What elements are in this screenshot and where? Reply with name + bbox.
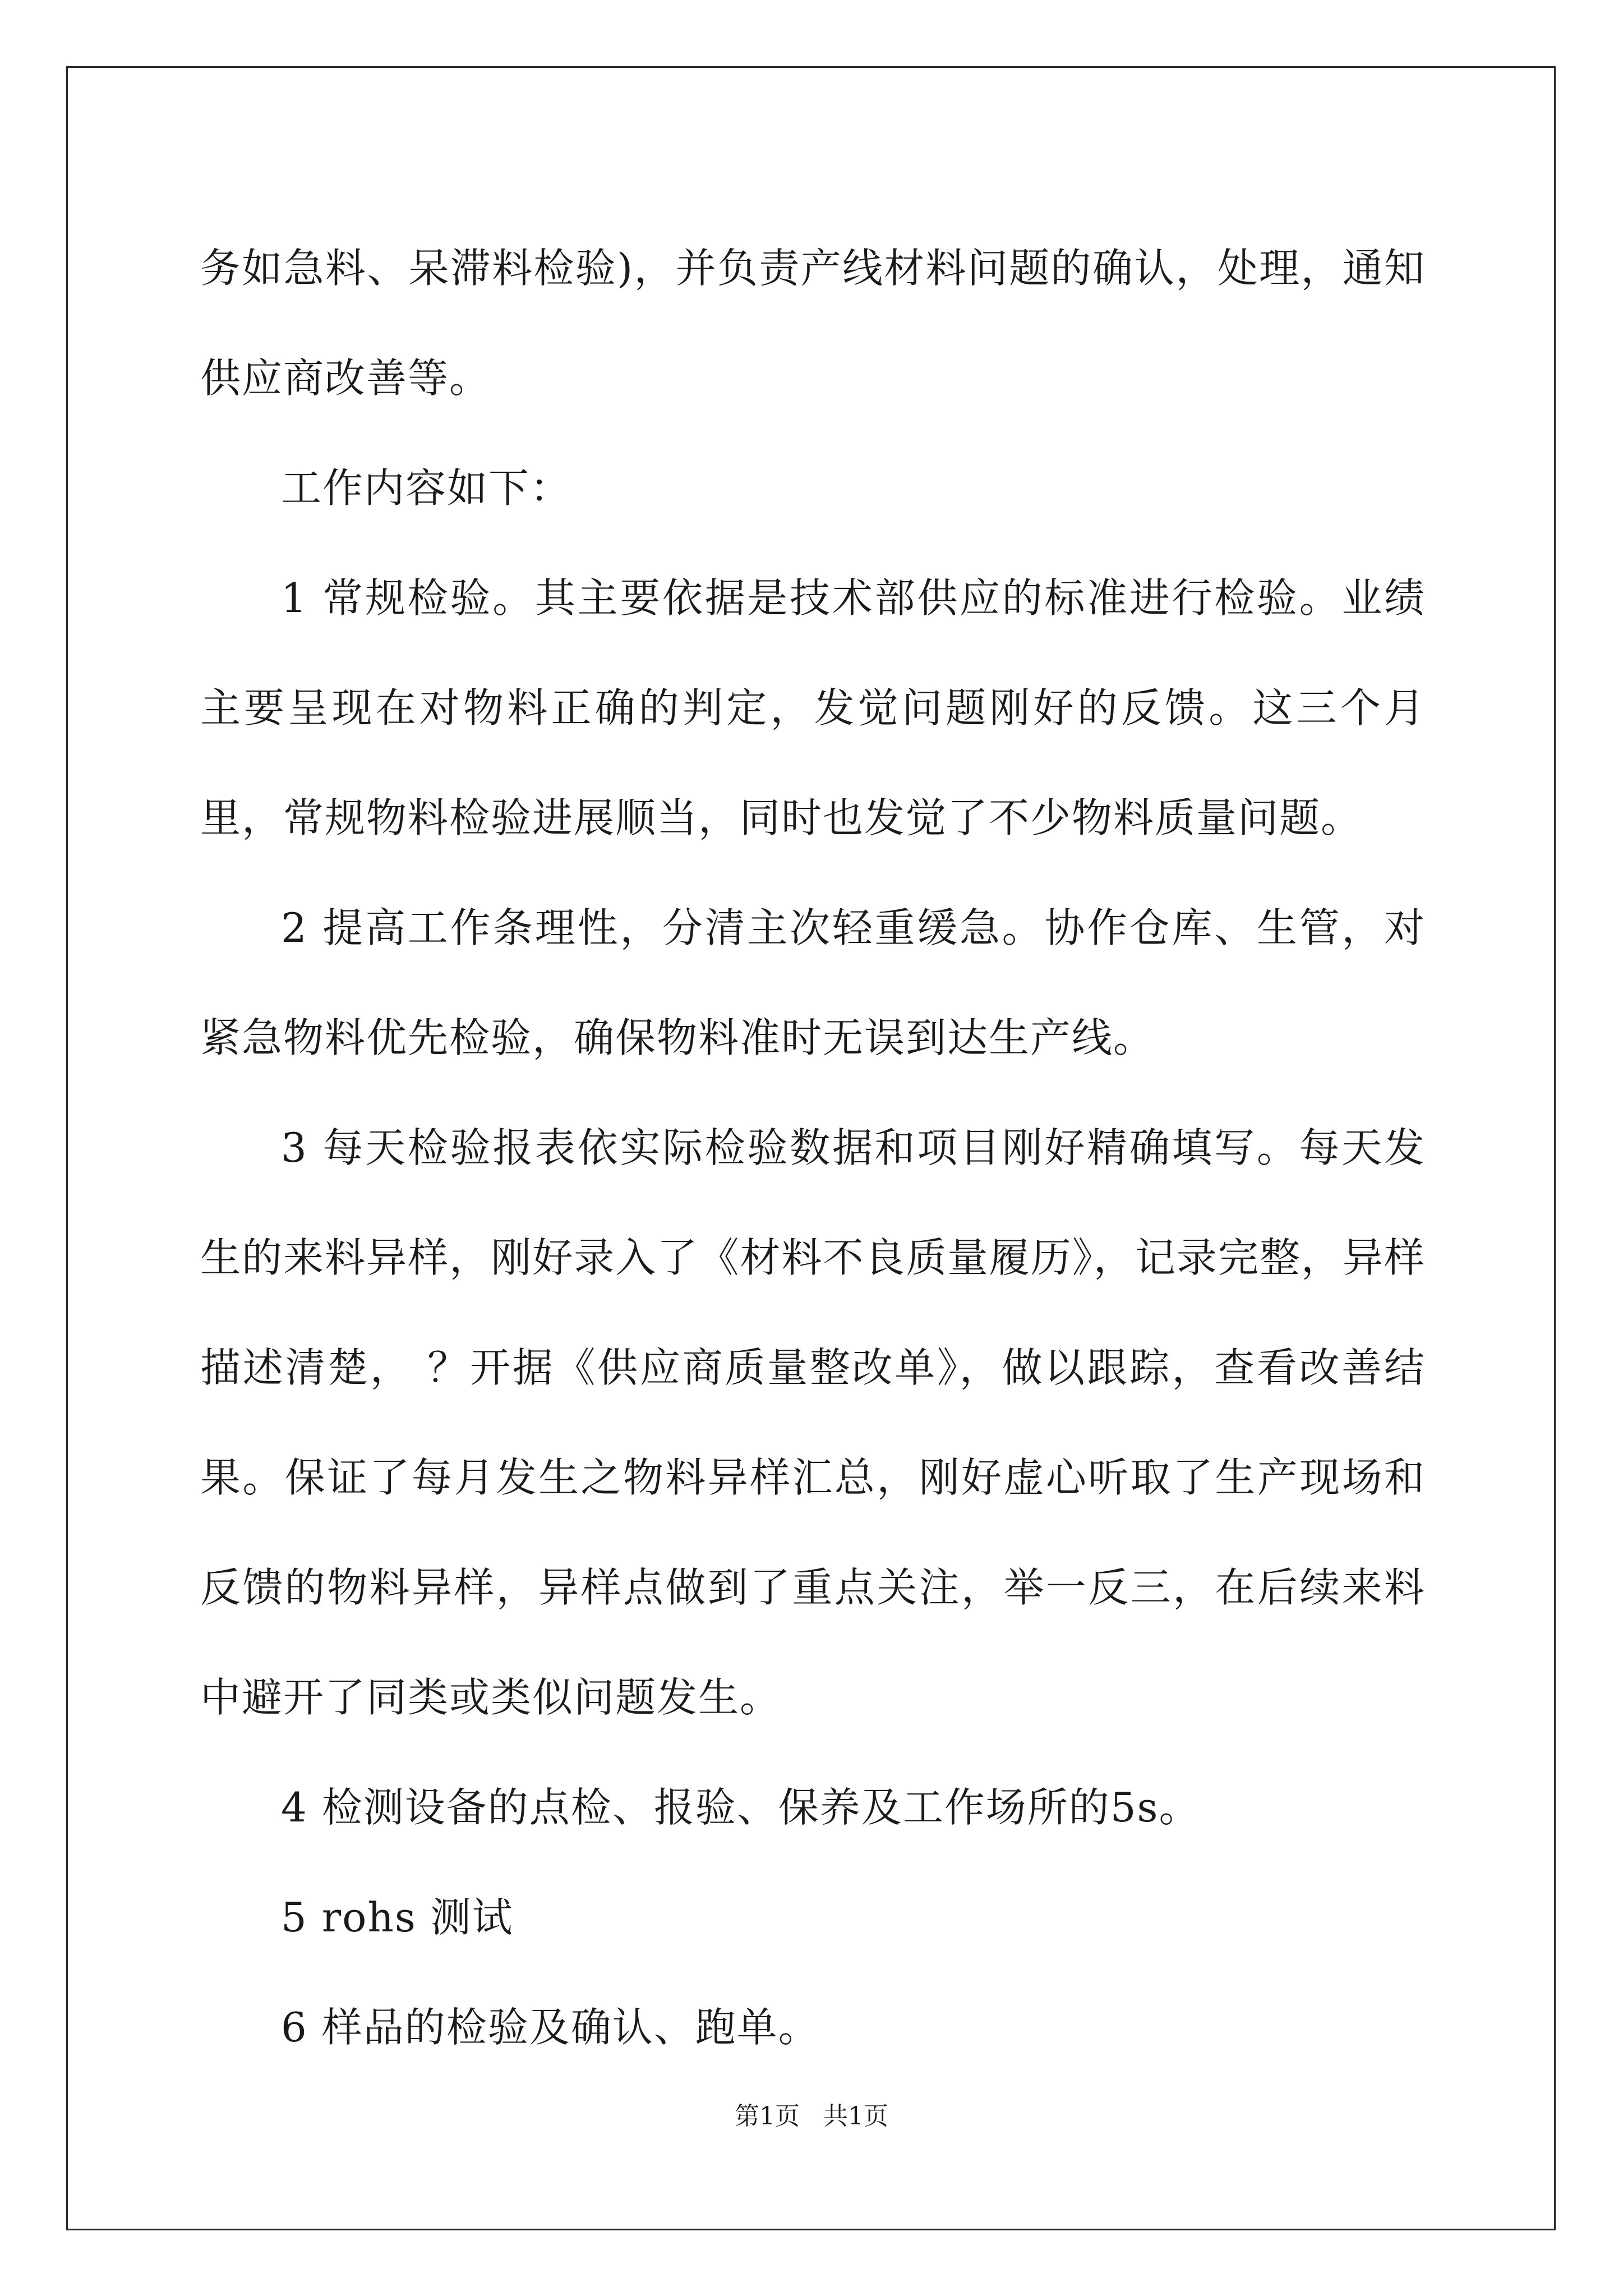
paragraph-item-2: 2 提高工作条理性，分清主次轻重缓急。协作仓库、生管，对紧急物料优先检验，确保物料准时无误到达生产线。: [200, 904, 1426, 1061]
paragraph-continuation: 务如急料、呆滞料检验)，并负责产线材料问题的确认，处理，通知供应商改善等。: [200, 245, 1426, 402]
paragraph-item-5: 5 rohs 测试: [281, 1894, 514, 1941]
paragraph-item-3: 3 每天检验报表依实际检验数据和项目刚好精确填写。每天发生的来料异样，刚好录入了《材料不良质量履历》，记录完整，异样描述清楚， ？开据《供应商质量整改单》，做以跟踪，查看改善结果。保证了每月发生之物料异样汇总，刚好虚心听取了生产现场和反馈的物料异样，异样点做到了重点关注，举一反三，在后续来料中避开了同类或类似问题发生。: [200, 1124, 1426, 1721]
document-body: [200, 213, 1426, 2082]
paragraph-heading: 工作内容如下：: [281, 464, 572, 512]
page-footer: 第1页 共1页: [735, 2102, 888, 2131]
paragraph-item-6: 6 样品的检验及确认、跑单。: [281, 2004, 820, 2051]
paragraph-item-1: 1 常规检验。其主要依据是技术部供应的标准进行检验。业绩主要呈现在对物料正确的判定，发觉问题刚好的反馈。这三个月里，常规物料检验进展顺当，同时也发觉了不少物料质量问题。: [200, 574, 1426, 841]
paragraph-item-4: 4 检测设备的点检、报验、保养及工作场所的5s。: [281, 1784, 1201, 1831]
